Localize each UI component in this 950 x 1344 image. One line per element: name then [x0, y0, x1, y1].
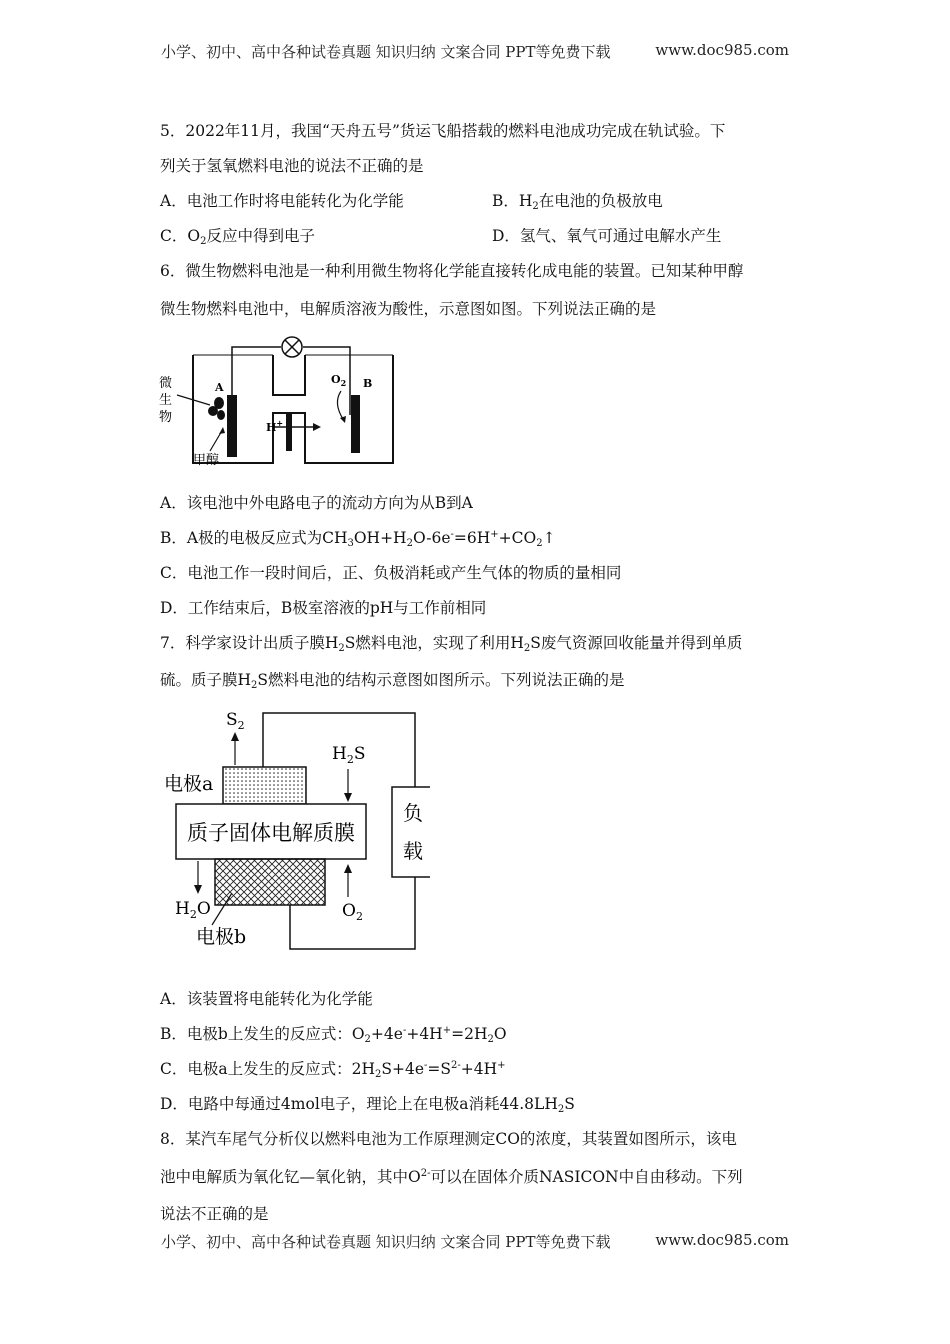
label-electrode-b: B: [363, 377, 373, 390]
q6-microbial-cell-diagram: [155, 333, 405, 468]
page-footer: [161, 1231, 789, 1252]
q6-option-c: C．电池工作一段时间后，正、负极消耗或产生气体的物质的量相同: [160, 564, 622, 582]
q5-option-d: D．氢气、氧气可通过电解水产生: [492, 227, 722, 245]
header-url: www.doc985.com: [655, 41, 789, 59]
label-o2: $O_2$: [331, 373, 347, 388]
q7-h2s-fuel-cell-diagram: [160, 703, 430, 953]
label-electrode-a: A: [215, 381, 224, 394]
q6-option-b: B．A极的电极反应式为$CH_3OH+H_2O-6e^-=6H^++CO_2↑$: [160, 529, 556, 549]
q7-option-a: A．该装置将电能转化为化学能: [160, 990, 373, 1008]
label-s2: $S_2$: [226, 710, 245, 732]
label-microbe-1: 微: [159, 376, 173, 391]
q6-option-d: D．工作结束后，B极室溶液的pH与工作前相同: [160, 599, 487, 617]
page-header: [161, 41, 789, 62]
q6-stem-line2: 微生物燃料电池中，电解质溶液为酸性，示意图如图。下列说法正确的是: [160, 300, 657, 318]
label-electrode-a: 电极a: [164, 773, 214, 795]
q7-option-b: B．电极b上发生的反应式：$O_2+4e^-+4H^+=2H_2O$: [160, 1025, 507, 1045]
q7-stem-line1: 7．科学家设计出质子膜$H_2S$燃料电池，实现了利用$H_2S$废气资源回收能量并得到单质: [160, 634, 743, 654]
label-microbe-3: 物: [159, 410, 173, 425]
q6-stem-line1: 6．微生物燃料电池是一种利用微生物将化学能直接转化成电能的装置。已知某种甲醇: [160, 262, 744, 280]
label-h-plus: H+: [266, 418, 284, 434]
proton-membrane: [286, 413, 292, 451]
label-h2o: $H_2O$: [175, 899, 211, 921]
header-left-text: 小学、初中、高中各种试卷真题 知识归纳 文案合同 PPT等免费下载: [161, 43, 611, 61]
electrode-a-block: [223, 767, 306, 804]
q7-option-c: C．电极a上发生的反应式：$2H_2S+4e^-=S^{2-}+4H^+$: [160, 1060, 506, 1080]
q8-stem-line1: 8．某汽车尾气分析仪以燃料电池为工作原理测定CO的浓度，其装置如图所示，该电: [160, 1130, 737, 1148]
label-h2s: $H_2S$: [332, 744, 366, 766]
label-o2: $O_2$: [342, 901, 363, 923]
label-electrode-b: 电极b: [196, 926, 247, 948]
q7-option-d: D．电路中每通过4mol电子，理论上在电极a消耗$44.8LH_2S$: [160, 1095, 575, 1115]
q5-option-c: C．$O_2$反应中得到电子: [160, 227, 315, 247]
q5-option-b: B．$H_2$在电池的负极放电: [492, 192, 663, 212]
label-microbe-2: 生: [159, 393, 173, 408]
q5-stem-line2: 列关于氢氧燃料电池的说法不正确的是: [160, 157, 424, 175]
footer-left-text: 小学、初中、高中各种试卷真题 知识归纳 文案合同 PPT等免费下载: [161, 1233, 611, 1251]
q5-stem-line1: 5．2022年11月，我国“天舟五号”货运飞船搭载的燃料电池成功完成在轨试验。下: [160, 122, 726, 140]
q5-option-a: A．电池工作时将电能转化为化学能: [160, 192, 404, 210]
electrode-a: [227, 395, 237, 457]
label-membrane: 质子固体电解质膜: [187, 821, 355, 845]
q8-stem-line3: 说法不正确的是: [160, 1205, 269, 1223]
electrode-b: [351, 395, 360, 453]
q7-stem-line2: 硫。质子膜$H_2S$燃料电池的结构示意图如图所示。下列说法正确的是: [160, 671, 625, 691]
electrode-b-block: [215, 859, 325, 905]
label-load-2: 载: [403, 839, 423, 863]
label-methanol: 甲醇: [193, 453, 220, 468]
q8-stem-line2: 池中电解质为氧化钇—氧化钠，其中$O^{2-}$可以在固体介质NASICON中自由移动。下列: [160, 1168, 743, 1186]
footer-url: www.doc985.com: [655, 1231, 789, 1249]
label-load-1: 负: [403, 801, 423, 825]
q6-option-a: A．该电池中外电路电子的流动方向为从B到A: [160, 494, 473, 512]
